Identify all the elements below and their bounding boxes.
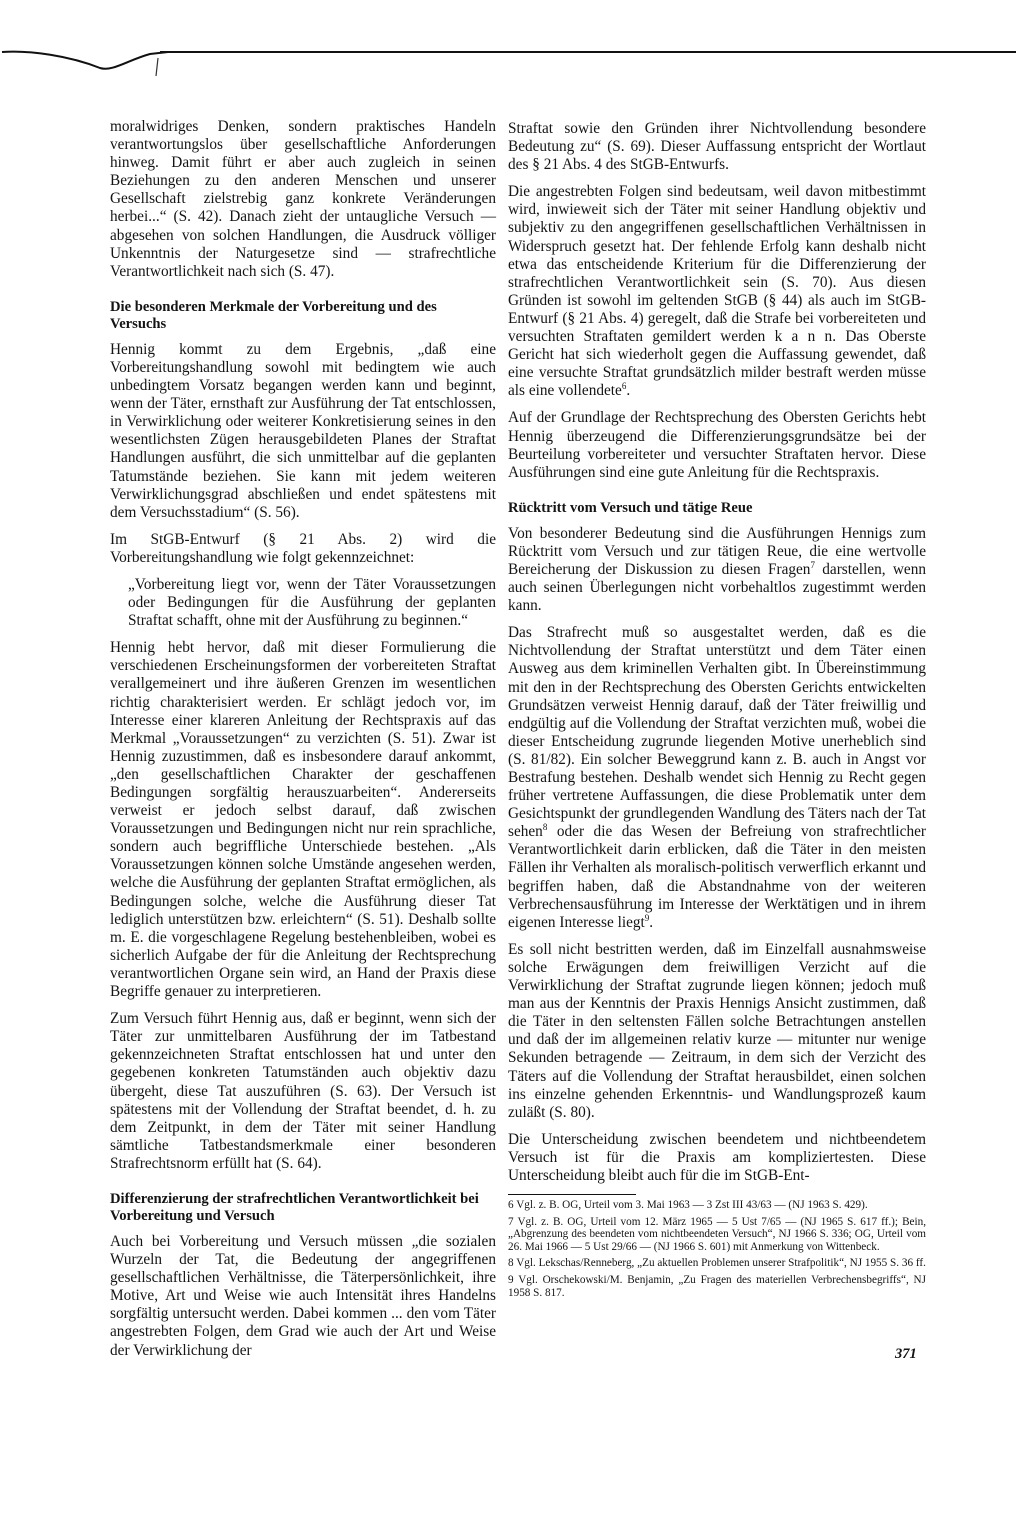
paragraph: Im StGB-Entwurf (§ 21 Abs. 2) wird die Vorbereitungshandlung wie folgt gekennzeichnet: [110,530,496,566]
pen-mark-icon [0,30,170,80]
footnote: 6 Vgl. z. B. OG, Urteil vom 3. Mai 1963 — 3 Zst III 43/63 — (NJ 1963 S. 429). [508,1199,868,1212]
paragraph: Auf der Grundlage der Rechtsprechung des Obersten Gerichts hebt Hennig überzeugend die Differenzierungsgrundsätze bei der Beurteilung vorbereiteter und versuchter Straftaten hervor. Diese Ausführungen sind eine gute Anleitung für die Rechtspraxis. [508,409,926,481]
page-number: 371 [895,1346,917,1362]
paragraph: Auch bei Vorbereitung und Versuch müssen „die sozialen Wurzeln der Tat, die Bedeutung der angegriffenen gesellschaftlichen Verhältnisse, die Täterpersönlichkeit, ihre Motive, Art und Weise wie auch Intensität ihres Handelns sorgfältig untersucht werden. Dabei kommen ... den vom Täter angestrebten Folgen, dem Grad wie auch der Art und Weise der Verwirklichung der [110,1232,496,1359]
footnote-ref: 8 [542,822,548,833]
paragraph: Hennig kommt zu dem Ergebnis, „daß eine Vorbereitungshandlung sowohl mit bedingtem wie auch unbedingtem Vorsatz begangen werden kann und beginnt, wenn der Täter, ernsthaft zur Ausführung der Tat entschlossen, in Verwirklichung oder weiterer Konkretisierung seines in den wesentlichsten Zügen herausgebildeten Planes der Straftat Handlungen ausführt, die sich unmittelbar auf die geplanten Tatumstände beziehen. Sie kann mit jedem weiteren Verwirklichungsgrad abschließen und endet spätestens mit dem Versuchsstadium“ (S. 56). [110,340,496,521]
paragraph-text: Das Strafrecht muß so ausgestaltet werden, daß es die Nichtvollendung der Straftat unterstützt und dem Täter einen Ausweg aus dem kriminellen Verhalten gibt. In Übereinstimmung mit den in der Rechtsprechung des Obersten Gerichts entwickelten Grundsätzen verweist Hennig darauf, daß der Täter freiwillig und endgültig auf die Vollendung der Straftat verzichten muß, wobei die dieser Entscheidung zugrunde liegenden Motive unerheblich sind (S. 81/82). Ein solcher Beweggrund kann z. B. auch in Angst vor Bestrafung bestehen. Deshalb wendet sich Hennig zu Recht gegen früher vertretene Auffassungen, die diese Problematik unter dem Gesichtspunkt der grundlegenden Wandlung des Täters nach der Tat sehen [508,624,926,841]
left-column [110,118,496,1369]
paragraph [508,624,926,932]
paragraph: Straftat sowie den Gründen ihrer Nichtvollendung besondere Bedeutung zu“ (S. 69). Dieser Auffassung entspricht der Wortlaut des § 21 Abs. 4 des StGB-Entwurfs. [508,120,926,174]
right-column [508,120,926,1303]
footnote: 9 Vgl. Orschekowski/M. Benjamin, „Zu Fragen des materiellen Verbrechensbegriffs“, NJ 1958 S. 817. [508,1274,926,1299]
footnote-rule [508,1194,636,1195]
section-heading: Differenzierung der strafrechtlichen Verantwortlichkeit bei Vorbereitung und Versuch [110,1190,479,1224]
footnote: 8 Vgl. Lekschas/Renneberg, „Zu aktuellen Problemen unserer Strafpolitik“, NJ 1955 S. 36 ff. [508,1257,926,1270]
paragraph: Die Unterscheidung zwischen beendetem und nichtbeendetem Versuch ist für die Praxis am kompliziertesten. Diese Unterscheidung bleibt auch für die im StGB-Ent- [508,1130,926,1184]
paragraph: Es soll nicht bestritten werden, daß im Einzelfall ausnahmsweise solche Erwägungen dem freiwilligen Verzicht auf die Verwirklichung der Straftat zugrunde liegen können; jedoch muß man aus der Kenntnis der Praxis Hennigs Ansicht zustimmen, daß die Täter in den seltensten Fällen solche Betrachtungen anstellen und daß der im allgemeinen relativ kurze — mitunter nur wenige Sekunden betragende — Zeitraum, in dem sich der Verzicht des Täters auf die Vollendung der Straftat herausbildet, einen solchen ins einzelne gehenden Erkenntnis- und Wandlungsprozeß kaum zuläßt (S. 80). [508,940,926,1121]
footnotes [508,1199,926,1299]
paragraph-text: darstellen, wenn auch seinen Überlegungen nicht vorbehaltlos zugestimmt werden kann. [508,560,926,615]
footnote-ref: 9 [644,912,650,923]
paragraph-text: oder die das Wesen der Befreiung von strafrechtlicher Verantwortlichkeit darin erblicken, daß die Täter in den meisten Fällen ihr Verhalten als moralisch-politisch verwerflich erkannt und begriffen haben, daß die Abstandnahme von der weiteren Verbrechensausführung im Interesse der Werktätigen und in ihrem eigenen Interesse liegt [508,823,926,931]
paragraph [508,525,926,615]
paragraph-text: . [626,382,631,400]
paragraph: Hennig hebt hervor, daß mit dieser Formulierung die verschiedenen Erscheinungsformen der vorbereiteten Straftat verallgemeinert und ihre äußeren Grenzen im wesentlichen richtig charakterisiert werden. Er schlägt jedoch vor, im Interesse einer klareren Anleitung der Rechtspraxis auf das Merkmal „Voraussetzungen“ zu verzichten (S. 51). Zwar ist Hennig zuzustimmen, daß es insbesondere darauf ankommt, „den gesellschaftlichen Charakter der geschaffenen Bedingungen sorgfältig herauszuarbeiten“. Andererseits verweist er jedoch selbst darauf, daß zwischen Voraussetzungen und Bedingungen nicht nur rein sprachliche, sondern auch begriffliche Unterschiede bestehen. „Als Voraussetzungen können solche Umstände angesehen werden, welche die Ausführung der geplanten Straftat ermöglichen, als Bedingungen solche, welche die Ausführung dieser Tat lediglich unterstützen bzw. erleichtern“ (S. 51). Deshalb sollte m. E. die vorgeschlagene Regelung bestehenbleiben, wobei es sicherlich Aufgabe der für die Anleitung der Rechtsprechung verantwortlichen Organe sein wird, an Hand der Praxis diese Begriffe genauer zu interpretieren. [110,639,496,1001]
paragraph: moralwidriges Denken, sondern praktisches Handeln verantwortungslos über gesellschaftliche Anforderungen hinweg. Damit führt er aber auch zugleich in seinen Beziehungen zu den anderen Menschen und unserer Gesellschaft zielstrebig ganz konkrete Veränderungen herbei...“ (S. 42). Danach zieht der untaugliche Versuch — abgesehen von solchen Handlungen, die Ausdruck völliger Unkenntnis der Naturgesetze sind — strafrechtliche Verantwortlichkeit nach sich (S. 47). [110,118,496,280]
section-heading: Die besonderen Merkmale der Vorbereitung und des Versuchs [110,298,437,332]
paragraph: Zum Versuch führt Hennig aus, daß er beginnt, wenn sich der Täter zur unmittelbaren Ausführung der im Tatbestand gekennzeichneten Straftat entschlossen hat und unter den gegebenen konkreten Tatumständen auch objektiv dazu übergeht, diese Tat auszuführen (S. 63). Der Versuch ist spätestens mit der Vollendung der Straftat beendet, d. h. zu dem Zeitpunkt, in dem der Täter mit seiner Handlung sämtliche Tatbestandsmerkmale einer besonderen Strafrechtsnorm erfüllt hat (S. 64). [110,1010,496,1172]
footnote: 7 Vgl. z. B. OG, Urteil vom 12. März 1965 — 5 Ust 7/65 — (NJ 1965 S. 617 ff.); Bein, „Abgrenzung des beendeten vom nichtbeendeten Versuch“, NJ 1966 S. 336; OG, Urteil vom 26. Mai 1966 — 5 Ust 29/66 — (NJ 1966 S. 601) mit Anmerkung von Wittenbeck. [508,1215,926,1253]
paragraph-text: Die angestrebten Folgen sind bedeutsam, weil davon mitbestimmt wird, inwieweit sich der Täter mit seiner Handlung objektiv und subjektiv zu den angegriffenen gesellschaftlichen Verhältnissen in Widerspruch gesetzt hat. Der fehlende Erfolg kann deshalb nicht etwa das entscheidende Kriterium für die Differenzierung der strafrechtlichen Verantwortlichkeit sein (S. 70). Aus diesen Gründen ist sowohl im geltenden StGB (§ 44) als auch im StGB-Entwurf (§ 21 Abs. 4) geregelt, daß die Strafe bei vorbereiteten und versuchten Straftaten gemildert werden k a n n. Das Oberste Gericht hat sich wiederholt gegen die Auffassung gewendet, daß eine versuchte Straftat grundsätzlich milder bestraft werden müsse als eine vollendete [508,183,926,400]
block-quote: „Vorbereitung liegt vor, wenn der Täter Voraussetzungen oder Bedingungen für die Ausführung der geplanten Straftat schafft, ohne mit der Ausführung zu beginnen.“ [128,575,496,630]
section-heading: Rücktritt vom Versuch und tätige Reue [508,499,753,516]
paragraph-text: Von besonderer Bedeutung sind die Ausführungen Hennigs zum Rücktritt vom Versuch und zur tätigen Reue, die eine wertvolle Bereicherung der Diskussion zu diesen Fragen [508,524,926,578]
paragraph [508,183,926,400]
footnote-ref: 6 [621,381,627,392]
paragraph-text: . [649,913,654,931]
header-rule [160,51,1016,53]
footnote-ref: 7 [810,559,815,570]
